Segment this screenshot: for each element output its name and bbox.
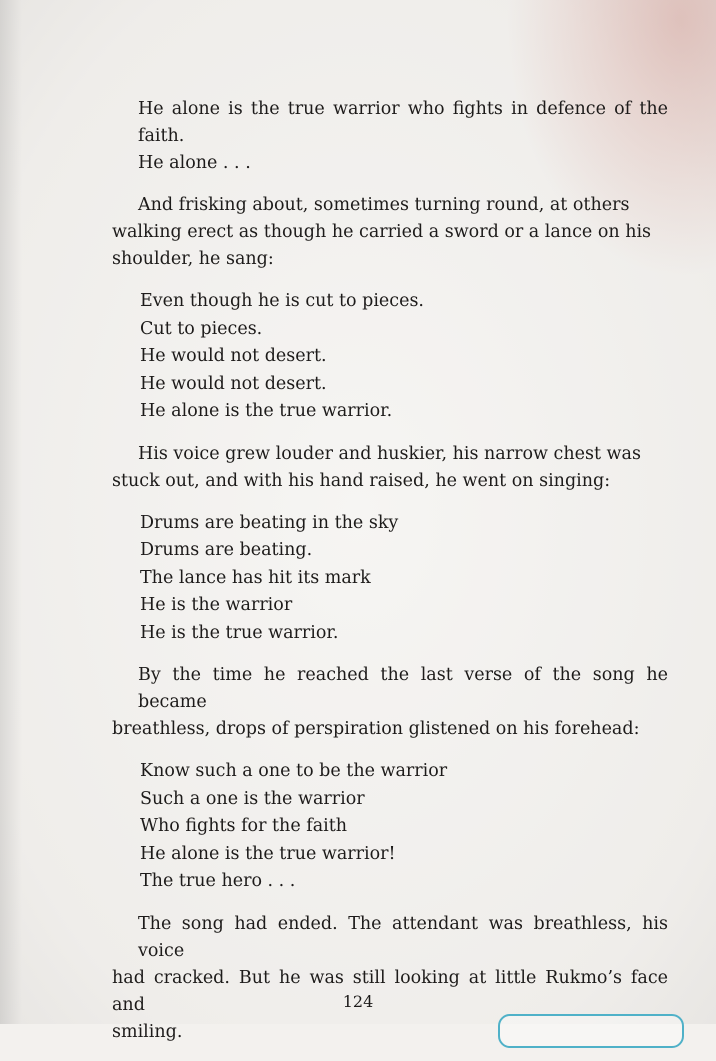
verse-line: Drums are beating in the sky [140, 512, 399, 533]
verse-line: The lance has hit its mark [140, 567, 371, 588]
page-edge-shadow [0, 0, 22, 1024]
song-verse [112, 510, 668, 648]
paragraph [112, 662, 668, 743]
verse-line: He is the warrior [140, 595, 293, 615]
text-line: He alone . . . [138, 153, 251, 173]
verse-line: Know such a one to be the warrior [140, 761, 448, 781]
bottom-toolbar-button[interactable] [498, 1014, 684, 1048]
verse-line: He would not desert. [140, 373, 327, 394]
verse-line: Even though he is cut to pieces. [140, 291, 424, 311]
text-line: walking erect as though he carried a sword or a lance on his [112, 222, 652, 242]
verse-line: Cut to pieces. [140, 318, 263, 339]
paragraph [112, 441, 668, 495]
verse-line: He would not desert. [140, 346, 327, 366]
text-line: shoulder, he sang: [112, 249, 274, 269]
song-verse [112, 288, 668, 426]
text-line: smiling. [112, 1021, 183, 1042]
verse-line: He is the true warrior. [140, 622, 339, 643]
page-text [112, 96, 668, 1061]
paragraph [112, 96, 668, 177]
text-line: breathless, drops of perspiration glistened on his forehead: [112, 719, 640, 739]
verse-line: Such a one is the warrior [140, 788, 365, 809]
song-verse [112, 758, 668, 896]
verse-line: Who fights for the faith [140, 816, 348, 836]
text-line: His voice grew louder and huskier, his narrow chest was [138, 443, 641, 464]
verse-line: The true hero . . . [140, 871, 296, 891]
verse-line: He alone is the true warrior! [140, 843, 396, 864]
text-line: And frisking about, sometimes turning round, at others [138, 195, 630, 215]
text-line: He alone is the true warrior who fights in defence of the faith. [138, 99, 668, 146]
text-line: The song had ended. The attendant was breathless, his voice [138, 913, 668, 961]
paragraph [112, 192, 668, 273]
text-line: had cracked. But he was still looking at little Rukmo’s face and [112, 967, 668, 1015]
text-line: By the time he reached the last verse of the song he became [138, 665, 668, 712]
text-line: stuck out, and with his hand raised, he went on singing: [112, 470, 611, 491]
page-number: 124 [342, 992, 374, 1011]
verse-line: Drums are beating. [140, 540, 313, 560]
verse-line: He alone is the true warrior. [140, 401, 393, 421]
